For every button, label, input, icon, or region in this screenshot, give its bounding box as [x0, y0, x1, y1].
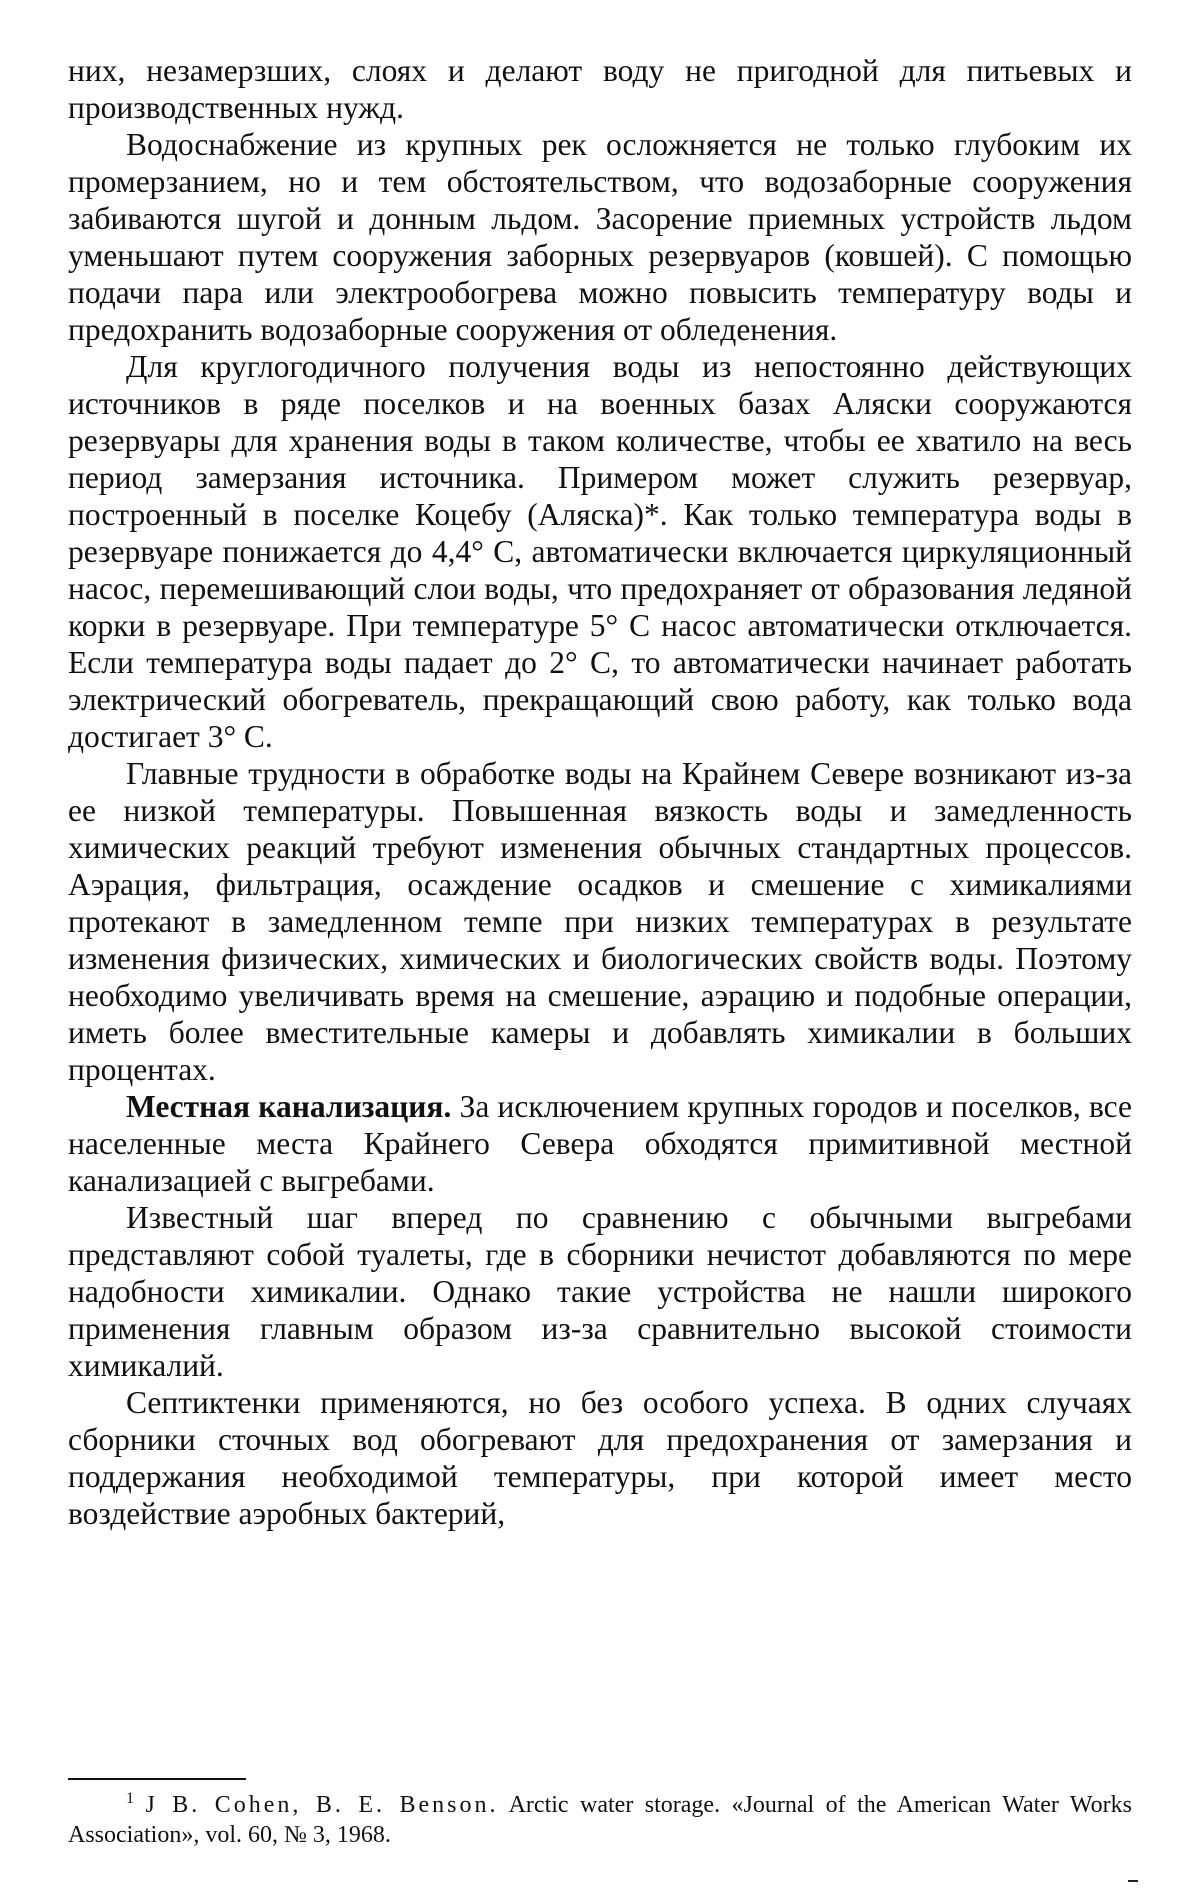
paragraph-section-heading	[68, 1088, 1132, 1199]
footnote-divider	[68, 1778, 246, 1780]
footnote-citation: Arctic water storage. «Journal of the American Water Works Association», vol. 60, № 3, 1968.	[68, 1792, 1132, 1848]
paragraph: Главные трудности в обработке воды на Крайнем Севере возникают из-за ее низкой температуры. Повышенная вязкость воды и замедленность химических реакций требуют изменения обычных стандартных процессов. Аэрация, фильтрация, осаждение осадков и смешение с химикалиями протекают в замедленном темпе при низких температурах в результате изменения физических, химических и биологических свойств воды. Поэтому необходимо увеличивать время на смешение, аэрацию и подобные операции, иметь более вместительные камеры и добавлять химикалии в больших процентах.	[68, 756, 1132, 1087]
paragraph: Септиктенки применяются, но без особого успеха. В одних случаях сборники сточных вод обогревают для предохранения от замерзания и поддержания необходимой температуры, при которой имеет место воздействие аэробных бактерий,	[68, 1385, 1132, 1531]
paragraph: них, незамерзших, слоях и делают воду не пригодной для питьевых и производственных нужд.	[68, 53, 1132, 125]
page-corner-mark	[1128, 1880, 1138, 1882]
paragraph-text: За исключением крупных городов и поселков, все населенные места Крайнего Севера обходятся примитивной местной канализацией с выгребами.	[68, 1089, 1132, 1198]
footnote	[68, 1790, 1132, 1850]
paragraph: Для круглогодичного получения воды из непостоянно действующих источников в ряде поселков и на военных базах Аляски сооружаются резервуары для хранения воды в таком количестве, чтобы ее хватило на весь период замерзания источника. Примером может служить резервуар, построенный в поселке Коцебу (Аляска)*. Как только температура воды в резервуаре понижается до 4,4° С, автоматически включается циркуляционный насос, перемешивающий слои воды, что предохраняет от образования ледяной корки в резервуаре. При температуре 5° С насос автоматически отключается. Если температура воды падает до 2° С, то автоматически начинает работать электрический обогреватель, прекращающий свою работу, как только вода достигает 3° С.	[68, 349, 1132, 754]
footnote-marker: 1	[126, 1790, 134, 1807]
body-text	[68, 52, 1132, 1532]
section-run-in-heading: Местная канализация.	[126, 1089, 452, 1124]
paragraph: Известный шаг вперед по сравнению с обычными выгребами представляют собой туалеты, где в сборники нечистот добавляются по мере надобности химикалии. Однако такие устройства не нашли широкого применения главным образом из-за сравнительно высокой стоимости химикалий.	[68, 1200, 1132, 1383]
paragraph: Водоснабжение из крупных рек осложняется не только глубоким их промерзанием, но и тем обстоятельством, что водозаборные сооружения забиваются шугой и донным льдом. Засорение приемных устройств льдом уменьшают путем сооружения заборных резервуаров (ковшей). С помощью подачи пара или электрообогрева можно повысить температуру воды и предохранить водозаборные сооружения от обледенения.	[68, 127, 1132, 347]
footnote-authors: J B. Cohen, B. E. Benson.	[145, 1792, 499, 1818]
